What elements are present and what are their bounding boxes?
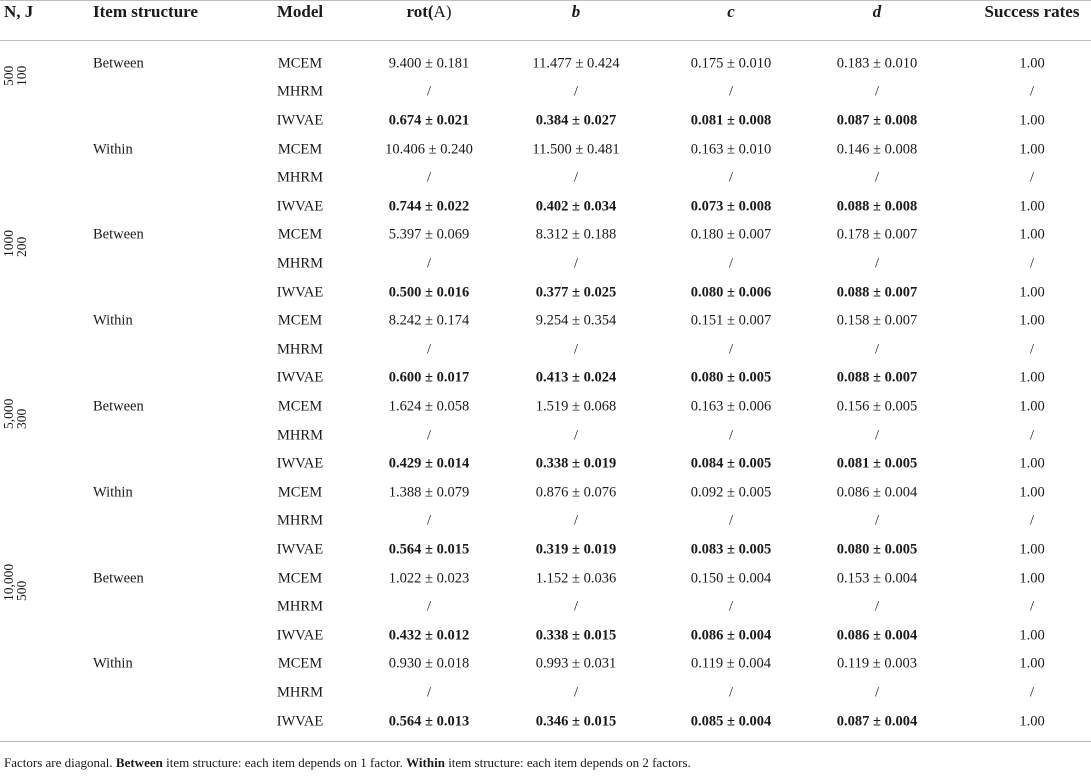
cell-b: / [573, 255, 579, 272]
header-d-label: d [872, 2, 882, 21]
cell-model: MHRM [277, 169, 323, 186]
header-c-label: c [727, 2, 735, 21]
item-structure-label: Between [93, 55, 144, 72]
cell-s: 1.00 [1019, 112, 1045, 129]
table-row [0, 421, 1091, 450]
cell-b: 0.413 ± 0.024 [535, 369, 617, 386]
cell-s: 1.00 [1019, 655, 1045, 672]
cell-rot: 5.397 ± 0.069 [388, 226, 470, 243]
cell-s: 1.00 [1019, 141, 1045, 158]
cell-d: / [874, 427, 880, 444]
cell-model: MCEM [277, 484, 323, 501]
header-d [873, 2, 882, 22]
item-structure-label: Between [93, 226, 144, 243]
cell-model: MHRM [277, 512, 323, 529]
cell-model: MHRM [277, 255, 323, 272]
cell-b: / [573, 598, 579, 615]
cell-b: / [573, 427, 579, 444]
cell-c: / [728, 341, 734, 358]
table-row [0, 107, 1091, 136]
cell-c: 0.092 ± 0.005 [690, 484, 772, 501]
nj-n-value: 5,000 [1, 398, 16, 429]
cell-rot: 0.564 ± 0.013 [388, 713, 470, 730]
cell-c: 0.163 ± 0.006 [690, 398, 772, 415]
cell-b: 0.384 ± 0.027 [535, 112, 617, 129]
cell-s: / [1029, 512, 1035, 529]
cell-s: 1.00 [1019, 198, 1045, 215]
cell-c: 0.151 ± 0.007 [690, 312, 772, 329]
table-row [0, 679, 1091, 708]
cell-model: MCEM [277, 141, 323, 158]
cell-c: / [728, 598, 734, 615]
cell-rot: / [426, 598, 432, 615]
cell-c: 0.073 ± 0.008 [690, 198, 772, 215]
cell-rot: 8.242 ± 0.174 [388, 312, 470, 329]
cell-s: 1.00 [1019, 627, 1045, 644]
header-c [727, 2, 735, 22]
item-structure-label: Between [93, 398, 144, 415]
table-footnote [4, 755, 691, 771]
table-row [0, 450, 1091, 479]
cell-model: IWVAE [276, 713, 324, 730]
table-row [0, 364, 1091, 393]
footnote-part: item structure: each item depends on 2 factors. [444, 755, 691, 770]
cell-d: 0.086 ± 0.004 [836, 484, 918, 501]
table-row [0, 307, 1091, 336]
cell-model: MHRM [277, 684, 323, 701]
cell-s: / [1029, 598, 1035, 615]
cell-model: MCEM [277, 312, 323, 329]
cell-b: 8.312 ± 0.188 [535, 226, 617, 243]
cell-s: 1.00 [1019, 455, 1045, 472]
cell-model: MHRM [277, 598, 323, 615]
header-b-label: b [571, 2, 581, 21]
cell-b: 9.254 ± 0.354 [535, 312, 617, 329]
cell-c: 0.180 ± 0.007 [690, 226, 772, 243]
table-row [0, 564, 1091, 593]
cell-rot: 0.432 ± 0.012 [388, 627, 470, 644]
cell-d: 0.081 ± 0.005 [836, 455, 918, 472]
header-rot-prefix: rot( [406, 2, 434, 21]
table-row [0, 507, 1091, 536]
cell-c: / [728, 427, 734, 444]
cell-c: / [728, 684, 734, 701]
cell-rot: 0.600 ± 0.017 [388, 369, 470, 386]
cell-s: 1.00 [1019, 570, 1045, 587]
cell-c: 0.086 ± 0.004 [690, 627, 772, 644]
cell-c: / [728, 83, 734, 100]
cell-c: 0.163 ± 0.010 [690, 141, 772, 158]
cell-s: / [1029, 169, 1035, 186]
table-row [0, 135, 1091, 164]
cell-rot: 10.406 ± 0.240 [385, 141, 473, 158]
cell-model: MHRM [277, 427, 323, 444]
footnote-part: Factors are diagonal. [4, 755, 116, 770]
table-row [0, 164, 1091, 193]
table-row [0, 393, 1091, 422]
header-model: Model [276, 2, 324, 21]
table-row [0, 221, 1091, 250]
cell-c: 0.083 ± 0.005 [690, 541, 772, 558]
table-row [0, 536, 1091, 565]
nj-j-value: 100 [14, 65, 29, 86]
cell-s: 1.00 [1019, 541, 1045, 558]
header-rot-arg: A [433, 2, 446, 21]
cell-s: / [1029, 341, 1035, 358]
cell-d: 0.153 ± 0.004 [836, 570, 918, 587]
nj-n-value: 1000 [1, 230, 16, 258]
cell-c: 0.175 ± 0.010 [690, 55, 772, 72]
cell-b: 0.876 ± 0.076 [535, 484, 617, 501]
cell-rot: 1.624 ± 0.058 [388, 398, 470, 415]
cell-s: 1.00 [1019, 55, 1045, 72]
table-row [0, 78, 1091, 107]
cell-rot: 0.930 ± 0.018 [388, 655, 470, 672]
footnote-within: Within [406, 755, 445, 770]
cell-c: 0.085 ± 0.004 [690, 713, 772, 730]
cell-model: MCEM [277, 226, 323, 243]
cell-model: MCEM [277, 55, 323, 72]
cell-c: 0.119 ± 0.004 [691, 655, 771, 672]
item-structure-label: Within [93, 312, 133, 329]
nj-n-value: 500 [1, 65, 16, 86]
cell-rot: / [426, 684, 432, 701]
header-success-rates: Success rates [984, 2, 1080, 21]
cell-b: 0.377 ± 0.025 [535, 284, 617, 301]
cell-model: MHRM [277, 83, 323, 100]
cell-d: 0.088 ± 0.007 [836, 369, 918, 386]
item-structure-label: Within [93, 484, 133, 501]
table-row [0, 278, 1091, 307]
table-row [0, 650, 1091, 679]
table-row [0, 50, 1091, 79]
cell-rot: / [426, 169, 432, 186]
cell-model: MCEM [277, 655, 323, 672]
cell-s: / [1029, 427, 1035, 444]
cell-s: 1.00 [1019, 312, 1045, 329]
header-rule [0, 40, 1091, 41]
cell-rot: / [426, 427, 432, 444]
cell-d: 0.119 ± 0.003 [837, 655, 917, 672]
cell-b: 0.338 ± 0.019 [535, 455, 617, 472]
cell-rot: / [426, 255, 432, 272]
header-item-structure: Item structure [93, 2, 198, 21]
cell-b: / [573, 512, 579, 529]
item-structure-label: Within [93, 655, 133, 672]
cell-rot: 1.388 ± 0.079 [388, 484, 470, 501]
cell-rot: 0.674 ± 0.021 [388, 112, 470, 129]
item-structure-label: Within [93, 141, 133, 158]
cell-model: MHRM [277, 341, 323, 358]
table-row [0, 193, 1091, 222]
cell-d: / [874, 512, 880, 529]
cell-rot: 0.500 ± 0.016 [388, 284, 470, 301]
cell-b: 0.338 ± 0.015 [535, 627, 617, 644]
cell-d: / [874, 598, 880, 615]
cell-d: 0.087 ± 0.008 [836, 112, 918, 129]
cell-b: 0.319 ± 0.019 [535, 541, 617, 558]
cell-d: 0.086 ± 0.004 [836, 627, 918, 644]
cell-c: 0.080 ± 0.005 [690, 369, 772, 386]
cell-model: IWVAE [276, 455, 324, 472]
cell-c: 0.081 ± 0.008 [690, 112, 772, 129]
table-row [0, 479, 1091, 508]
cell-model: IWVAE [276, 627, 324, 644]
cell-rot: 0.429 ± 0.014 [388, 455, 470, 472]
header-b [572, 2, 581, 22]
cell-c: / [728, 255, 734, 272]
cell-c: / [728, 512, 734, 529]
cell-s: / [1029, 255, 1035, 272]
cell-c: 0.150 ± 0.004 [690, 570, 772, 587]
cell-s: / [1029, 83, 1035, 100]
cell-b: 11.500 ± 0.481 [532, 141, 620, 158]
cell-rot: 0.564 ± 0.015 [388, 541, 470, 558]
table-row [0, 336, 1091, 365]
cell-c: 0.084 ± 0.005 [690, 455, 772, 472]
cell-rot: / [426, 83, 432, 100]
cell-b: / [573, 169, 579, 186]
nj-j-value: 300 [14, 408, 29, 429]
cell-model: IWVAE [276, 198, 324, 215]
cell-s: 1.00 [1019, 713, 1045, 730]
cell-d: / [874, 684, 880, 701]
cell-d: 0.087 ± 0.004 [836, 713, 918, 730]
nj-j-value: 200 [14, 237, 29, 258]
footnote-between: Between [115, 755, 163, 770]
footnote-part: item structure: each item depends on 1 factor. [162, 755, 407, 770]
bottom-rule [0, 741, 1091, 742]
cell-c: 0.080 ± 0.006 [690, 284, 772, 301]
header-rot-suffix: ) [445, 2, 452, 21]
cell-s: 1.00 [1019, 226, 1045, 243]
cell-b: 0.346 ± 0.015 [535, 713, 617, 730]
cell-rot: / [426, 512, 432, 529]
header-nj: N, J [4, 2, 34, 21]
table-row [0, 622, 1091, 651]
cell-d: 0.088 ± 0.008 [836, 198, 918, 215]
cell-d: 0.178 ± 0.007 [836, 226, 918, 243]
cell-b: / [573, 341, 579, 358]
cell-c: / [728, 169, 734, 186]
cell-b: / [573, 684, 579, 701]
cell-model: IWVAE [276, 541, 324, 558]
cell-d: / [874, 255, 880, 272]
cell-s: 1.00 [1019, 369, 1045, 386]
cell-d: 0.156 ± 0.005 [836, 398, 918, 415]
cell-rot: 1.022 ± 0.023 [388, 570, 470, 587]
cell-d: 0.146 ± 0.008 [836, 141, 918, 158]
cell-d: 0.158 ± 0.007 [836, 312, 918, 329]
cell-model: IWVAE [276, 284, 324, 301]
cell-model: MCEM [277, 570, 323, 587]
nj-j-value: 500 [14, 580, 29, 601]
nj-n-value: 10,000 [1, 563, 16, 601]
cell-d: 0.183 ± 0.010 [836, 55, 918, 72]
cell-b: 11.477 ± 0.424 [532, 55, 620, 72]
table-row [0, 250, 1091, 279]
cell-rot: / [426, 341, 432, 358]
cell-d: / [874, 169, 880, 186]
cell-s: / [1029, 684, 1035, 701]
cell-d: / [874, 341, 880, 358]
top-rule [0, 0, 1091, 1]
cell-b: / [573, 83, 579, 100]
cell-s: 1.00 [1019, 484, 1045, 501]
cell-b: 1.519 ± 0.068 [535, 398, 617, 415]
cell-model: IWVAE [276, 369, 324, 386]
cell-d: 0.088 ± 0.007 [836, 284, 918, 301]
cell-s: 1.00 [1019, 284, 1045, 301]
cell-b: 1.152 ± 0.036 [535, 570, 617, 587]
cell-rot: 0.744 ± 0.022 [388, 198, 470, 215]
cell-model: MCEM [277, 398, 323, 415]
header-rot-a [406, 2, 451, 22]
cell-b: 0.402 ± 0.034 [535, 198, 617, 215]
cell-s: 1.00 [1019, 398, 1045, 415]
cell-d: / [874, 83, 880, 100]
table-row [0, 707, 1091, 736]
table-row [0, 593, 1091, 622]
cell-b: 0.993 ± 0.031 [535, 655, 617, 672]
item-structure-label: Between [93, 570, 144, 587]
cell-d: 0.080 ± 0.005 [836, 541, 918, 558]
cell-rot: 9.400 ± 0.181 [388, 55, 470, 72]
cell-model: IWVAE [276, 112, 324, 129]
